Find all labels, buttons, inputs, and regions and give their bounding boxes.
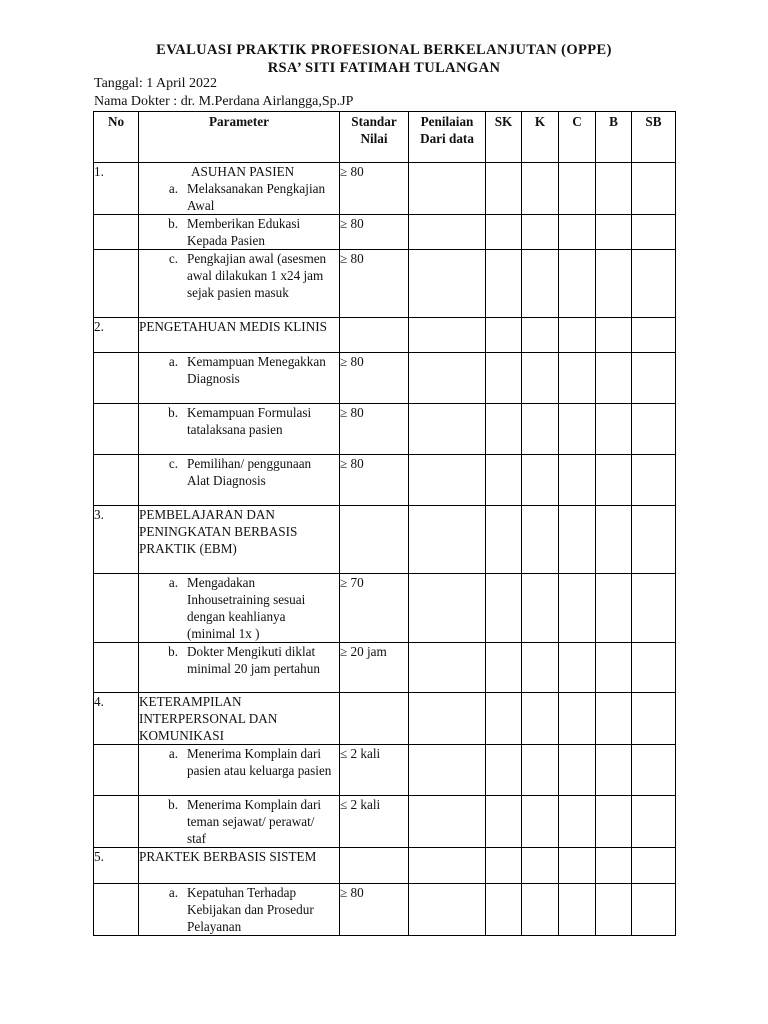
section-number: 3. — [94, 506, 139, 574]
item-row — [94, 574, 676, 643]
sub-item — [139, 884, 339, 935]
item-number-cell — [94, 643, 139, 693]
sub-item-text: Kepatuhan Terhadap Kebijakan dan Prosedur Pelayanan — [187, 885, 314, 934]
sub-item-letter: a. — [168, 354, 178, 369]
item-c-cell[interactable] — [559, 884, 596, 936]
section-number: 2. — [94, 318, 139, 353]
standard-value: ≥ 80 — [340, 353, 409, 404]
item-b-cell[interactable] — [596, 404, 632, 455]
section-b-cell[interactable] — [596, 163, 632, 215]
item-number-cell — [94, 796, 139, 848]
item-parameter — [139, 884, 340, 936]
item-c-cell[interactable] — [559, 404, 596, 455]
standard-value — [340, 506, 409, 574]
header-col-standard: Standar Nilai — [340, 112, 409, 163]
sub-item-text: Kemampuan Formulasi tatalaksana pasien — [187, 405, 312, 437]
item-b-cell[interactable] — [596, 215, 632, 250]
section-k-cell[interactable] — [522, 506, 559, 574]
hospital-name: RSA’ SITI FATIMAH TULANGAN — [267, 60, 501, 76]
standard-value: ≥ 80 — [340, 250, 409, 318]
item-assessment-cell[interactable] — [409, 455, 486, 506]
section-c-cell[interactable] — [559, 318, 596, 353]
sub-item-text: Kemampuan Menegakkan Diagnosis — [187, 354, 326, 386]
standard-value: ≥ 80 — [340, 404, 409, 455]
sub-item — [139, 180, 339, 214]
item-k-cell[interactable] — [522, 796, 559, 848]
item-c-cell[interactable] — [559, 215, 596, 250]
item-k-cell[interactable] — [522, 745, 559, 796]
sub-item-text: Pemilihan/ penggunaan Alat Diagnosis — [187, 456, 312, 488]
section-assessment-cell[interactable] — [409, 693, 486, 745]
item-assessment-cell[interactable] — [409, 643, 486, 693]
standard-value: ≥ 80 — [340, 215, 409, 250]
standard-value — [340, 693, 409, 745]
sub-item-letter: a. — [168, 746, 178, 761]
item-row — [94, 455, 676, 506]
item-k-cell[interactable] — [522, 250, 559, 318]
section-c-cell[interactable] — [559, 693, 596, 745]
section-sb-cell[interactable] — [632, 506, 676, 574]
item-b-cell[interactable] — [596, 643, 632, 693]
sub-item-letter: b. — [168, 797, 178, 812]
section-c-cell[interactable] — [559, 163, 596, 215]
item-k-cell[interactable] — [522, 574, 559, 643]
section-row — [94, 693, 676, 745]
item-b-cell[interactable] — [596, 574, 632, 643]
section-assessment-cell[interactable] — [409, 318, 486, 353]
item-number-cell — [94, 353, 139, 404]
section-assessment-cell[interactable] — [409, 506, 486, 574]
sub-item-letter: b. — [168, 405, 178, 420]
document-title: EVALUASI PRAKTIK PROFESIONAL BERKELANJUTAN (OPPE) — [156, 42, 612, 58]
header-col-parameter: Parameter — [139, 112, 340, 163]
item-c-cell[interactable] — [559, 643, 596, 693]
item-sk-cell[interactable] — [486, 796, 522, 848]
standard-value: ≤ 2 kali — [340, 796, 409, 848]
section-number: 4. — [94, 693, 139, 745]
item-parameter — [139, 455, 340, 506]
sub-item — [139, 574, 339, 642]
item-k-cell[interactable] — [522, 455, 559, 506]
section-assessment-cell[interactable] — [409, 163, 486, 215]
standard-value: ≥ 20 jam — [340, 643, 409, 693]
standard-value — [340, 848, 409, 884]
item-number-cell — [94, 404, 139, 455]
item-parameter — [139, 796, 340, 848]
item-assessment-cell[interactable] — [409, 215, 486, 250]
evaluation-table — [93, 111, 676, 936]
section-row — [94, 506, 676, 574]
item-c-cell[interactable] — [559, 574, 596, 643]
item-k-cell[interactable] — [522, 884, 559, 936]
section-sk-cell[interactable] — [486, 163, 522, 215]
sub-item-letter: b. — [168, 644, 178, 659]
section-b-cell[interactable] — [596, 318, 632, 353]
item-k-cell[interactable] — [522, 353, 559, 404]
item-number-cell — [94, 250, 139, 318]
item-row — [94, 745, 676, 796]
item-assessment-cell[interactable] — [409, 796, 486, 848]
header-col-sk: SK — [486, 112, 522, 163]
section-sb-cell[interactable] — [632, 693, 676, 745]
sub-item-text: Memberikan Edukasi Kepada Pasien — [187, 216, 301, 248]
sub-item — [139, 745, 339, 779]
item-sb-cell[interactable] — [632, 404, 676, 455]
item-b-cell[interactable] — [596, 745, 632, 796]
item-b-cell[interactable] — [596, 884, 632, 936]
section-k-cell[interactable] — [522, 318, 559, 353]
sub-item-letter: a. — [168, 181, 178, 196]
item-assessment-cell[interactable] — [409, 884, 486, 936]
item-sb-cell[interactable] — [632, 353, 676, 404]
header-col-assessment: Penilaian Dari data — [409, 112, 486, 163]
section-k-cell[interactable] — [522, 693, 559, 745]
item-parameter — [139, 643, 340, 693]
item-assessment-cell[interactable] — [409, 745, 486, 796]
section-parameter — [139, 506, 340, 574]
sub-item-text: Dokter Mengikuti diklat minimal 20 jam pertahun — [187, 644, 320, 676]
item-c-cell[interactable] — [559, 455, 596, 506]
item-sb-cell[interactable] — [632, 745, 676, 796]
item-sk-cell[interactable] — [486, 215, 522, 250]
section-title: KETERAMPILAN INTERPERSONAL DAN KOMUNIKASI — [139, 694, 278, 743]
item-b-cell[interactable] — [596, 455, 632, 506]
header-col-k: K — [522, 112, 559, 163]
item-assessment-cell[interactable] — [409, 404, 486, 455]
section-title: PENGETAHUAN MEDIS KLINIS — [139, 319, 327, 334]
sub-item-text: Melaksanakan Pengkajian Awal — [187, 181, 326, 213]
sub-item-text: Menerima Komplain dari teman sejawat/ perawat/ staf — [187, 797, 322, 846]
section-sk-cell[interactable] — [486, 693, 522, 745]
item-b-cell[interactable] — [596, 353, 632, 404]
item-number-cell — [94, 574, 139, 643]
item-c-cell[interactable] — [559, 745, 596, 796]
item-sk-cell[interactable] — [486, 643, 522, 693]
sub-item — [139, 455, 339, 489]
section-sb-cell[interactable] — [632, 318, 676, 353]
item-sb-cell[interactable] — [632, 455, 676, 506]
section-title: PEMBELAJARAN DAN PENINGKATAN BERBASIS PRAKTIK (EBM) — [139, 507, 298, 556]
table-header-row — [94, 112, 676, 163]
section-parameter — [139, 848, 340, 884]
section-b-cell[interactable] — [596, 693, 632, 745]
section-c-cell[interactable] — [559, 848, 596, 884]
item-parameter — [139, 745, 340, 796]
item-assessment-cell[interactable] — [409, 250, 486, 318]
sub-item-letter: b. — [168, 216, 178, 231]
section-k-cell[interactable] — [522, 848, 559, 884]
item-parameter — [139, 574, 340, 643]
item-sb-cell[interactable] — [632, 884, 676, 936]
section-sb-cell[interactable] — [632, 848, 676, 884]
header-col-sb: SB — [632, 112, 676, 163]
item-number-cell — [94, 745, 139, 796]
section-title: PRAKTEK BERBASIS SISTEM — [139, 849, 317, 864]
sub-item-letter: c. — [168, 251, 178, 266]
sub-item — [139, 643, 339, 677]
section-b-cell[interactable] — [596, 506, 632, 574]
item-k-cell[interactable] — [522, 643, 559, 693]
standard-value — [340, 318, 409, 353]
item-c-cell[interactable] — [559, 250, 596, 318]
standard-value: ≥ 80 — [340, 163, 409, 215]
section-row — [94, 848, 676, 884]
sub-item — [139, 215, 339, 249]
item-sk-cell[interactable] — [486, 250, 522, 318]
sub-item-text: Pengkajian awal (asesmen awal dilakukan 1 x24 jam sejak pasien masuk — [187, 251, 327, 300]
item-row — [94, 884, 676, 936]
doctor-name-line: Nama Dokter : dr. M.Perdana Airlangga,Sp.JP — [94, 94, 354, 109]
section-number: 5. — [94, 848, 139, 884]
item-sb-cell[interactable] — [632, 215, 676, 250]
section-title: ASUHAN PASIEN — [191, 164, 295, 179]
sub-item — [139, 404, 339, 438]
item-k-cell[interactable] — [522, 215, 559, 250]
item-sk-cell[interactable] — [486, 745, 522, 796]
item-parameter — [139, 215, 340, 250]
item-row — [94, 250, 676, 318]
item-sk-cell[interactable] — [486, 574, 522, 643]
item-c-cell[interactable] — [559, 353, 596, 404]
item-b-cell[interactable] — [596, 796, 632, 848]
header-col-b: B — [596, 112, 632, 163]
item-row — [94, 353, 676, 404]
sub-item-letter: c. — [168, 456, 178, 471]
sub-item — [139, 353, 339, 387]
header-col-no: No — [94, 112, 139, 163]
section-assessment-cell[interactable] — [409, 848, 486, 884]
section-k-cell[interactable] — [522, 163, 559, 215]
section-parameter — [139, 163, 340, 215]
item-number-cell — [94, 215, 139, 250]
sub-item-text: Mengadakan Inhousetraining sesuai dengan keahlianya (minimal 1x ) — [187, 575, 306, 641]
item-b-cell[interactable] — [596, 250, 632, 318]
item-sk-cell[interactable] — [486, 353, 522, 404]
section-parameter — [139, 693, 340, 745]
item-row — [94, 643, 676, 693]
standard-value: ≥ 80 — [340, 884, 409, 936]
item-row — [94, 404, 676, 455]
section-parameter — [139, 318, 340, 353]
section-row — [94, 318, 676, 353]
item-assessment-cell[interactable] — [409, 353, 486, 404]
item-k-cell[interactable] — [522, 404, 559, 455]
section-sb-cell[interactable] — [632, 163, 676, 215]
item-assessment-cell[interactable] — [409, 574, 486, 643]
item-sb-cell[interactable] — [632, 574, 676, 643]
item-number-cell — [94, 455, 139, 506]
section-c-cell[interactable] — [559, 506, 596, 574]
item-sb-cell[interactable] — [632, 250, 676, 318]
item-parameter — [139, 353, 340, 404]
section-sk-cell[interactable] — [486, 848, 522, 884]
header-col-c: C — [559, 112, 596, 163]
item-sb-cell[interactable] — [632, 643, 676, 693]
section-sk-cell[interactable] — [486, 318, 522, 353]
item-sb-cell[interactable] — [632, 796, 676, 848]
item-sk-cell[interactable] — [486, 884, 522, 936]
item-row — [94, 215, 676, 250]
standard-value: ≥ 70 — [340, 574, 409, 643]
sub-item-letter: a. — [168, 885, 178, 900]
item-parameter — [139, 404, 340, 455]
sub-item — [139, 796, 339, 847]
section-sk-cell[interactable] — [486, 506, 522, 574]
item-c-cell[interactable] — [559, 796, 596, 848]
sub-item-letter: a. — [168, 575, 178, 590]
item-number-cell — [94, 884, 139, 936]
item-row — [94, 796, 676, 848]
sub-item-text: Menerima Komplain dari pasien atau keluarga pasien — [187, 746, 332, 778]
date-line: Tanggal: 1 April 2022 — [94, 76, 218, 91]
sub-item — [139, 250, 339, 301]
section-number: 1. — [94, 163, 139, 215]
standard-value: ≤ 2 kali — [340, 745, 409, 796]
section-row — [94, 163, 676, 215]
item-sk-cell[interactable] — [486, 455, 522, 506]
item-sk-cell[interactable] — [486, 404, 522, 455]
section-b-cell[interactable] — [596, 848, 632, 884]
item-parameter — [139, 250, 340, 318]
standard-value: ≥ 80 — [340, 455, 409, 506]
